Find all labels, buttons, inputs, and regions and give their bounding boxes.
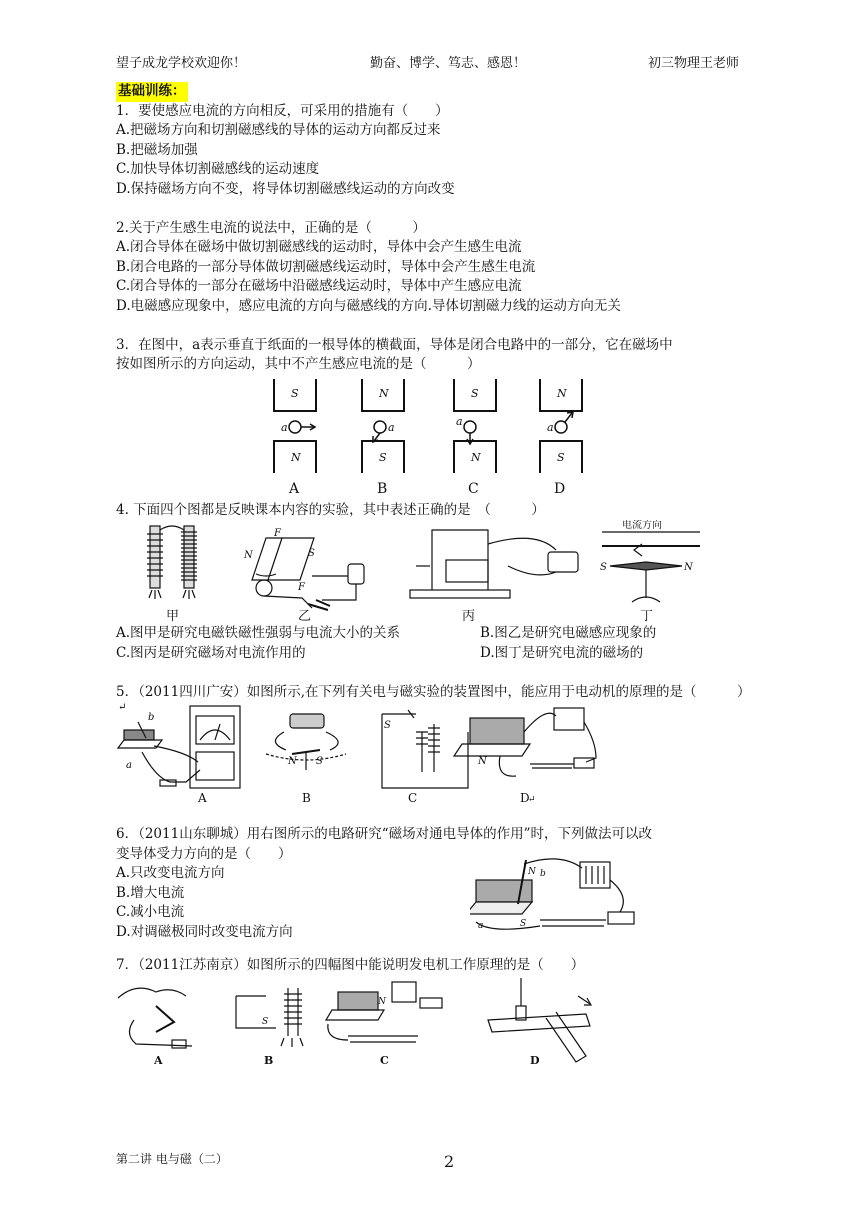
q3-d-conductor: a [547, 420, 554, 434]
q6-fig-a: a [478, 921, 484, 932]
q5-label-d-suffix: ↵ [528, 795, 536, 806]
q3-a-bottom-pole: N [291, 450, 301, 464]
q7-generator-diagram [116, 976, 756, 1066]
q2-stem: 2.关于产生感生电流的说法中，正确的是（ ） [116, 219, 426, 236]
q3-a-top-pole: S [291, 386, 299, 400]
q5-b-n: N [288, 756, 297, 768]
q6-fig-b: b [540, 869, 546, 880]
q7-label-c: C [380, 1053, 389, 1066]
q5-label-c: C [408, 791, 418, 806]
q2-option-d: D.电磁感应现象中，感应电流的方向与磁感线的方向.导体切割磁力线的运动方向无关 [116, 297, 621, 314]
q5-return-mark: ↵ [118, 702, 127, 714]
q6-option-d: D.对调磁极同时改变电流方向 [116, 924, 293, 941]
q1-option-b: B.把磁场加强 [116, 141, 198, 158]
q3-c-top-pole: S [471, 386, 479, 400]
q5-stem: 5．（2011四川广安）如图所示,在下列有关电与磁实验的装置图中，能应用于电动机的原理的是（ ） [116, 683, 751, 700]
q2-option-a: A.闭合导体在磁场中做切割磁感线的运动时，导体中会产生感生电流 [116, 239, 522, 256]
q7-b-s: S [262, 1016, 269, 1027]
q2-option-b: B.闭合电路的一部分导体做切割磁感线运动时，导体中会产生感生电流 [116, 258, 536, 275]
section-title: 基础训练： [116, 82, 188, 102]
q4-experiment-diagram [116, 520, 756, 624]
q1-stem: 1．要使感应电流的方向相反，可采用的措施有（ ） [116, 102, 449, 119]
q7-c-n: N [378, 996, 386, 1007]
q3-line2: 按如图所示的方向运动，其中不产生感应电流的是（ ） [116, 356, 481, 373]
q4-ding-n: N [684, 562, 693, 574]
q4-label-jia: 甲 [166, 609, 180, 625]
q4-yi-n: N [244, 550, 253, 562]
q5-figure [116, 702, 756, 806]
q3-figure [116, 375, 756, 501]
q6-options [116, 864, 293, 942]
q4-figure [116, 520, 756, 624]
q4-label-bing: 丙 [462, 609, 476, 625]
q5-c-s: S [384, 720, 391, 732]
q7-label-d: D [530, 1053, 540, 1066]
q1-option-c: C.加快导体切割磁感线的运动速度 [116, 161, 320, 178]
q1-option-a: A.把磁场方向和切割磁感线的导体的运动方向都反过来 [116, 122, 441, 139]
q4-options-row1 [116, 624, 756, 644]
q6-option-c: C.减小电流 [116, 904, 185, 921]
q3-c-conductor: a [456, 414, 463, 428]
q3-label-d: D [554, 480, 566, 497]
q5-label-d: D [520, 791, 530, 806]
q3-magnet-diagram [116, 375, 756, 501]
q7-label-b: B [264, 1053, 274, 1066]
q5-a-a: a [126, 760, 132, 772]
q7-figure [116, 976, 756, 1066]
q3-a-conductor: a [281, 420, 288, 434]
q7-stem: 7．（2011江苏南京）如图所示的四幅图中能说明发电机工作原理的是（ ） [116, 957, 585, 974]
q4-option-b: B.图乙是研究电磁感应现象的 [480, 625, 657, 642]
q6-line2: 变导体受力方向的是（ ） [116, 845, 292, 862]
q4-label-ding: 丁 [640, 609, 654, 625]
q3-label-c: C [468, 480, 479, 497]
q3-b-conductor: a [388, 420, 395, 434]
header-school: 望子成龙学校欢迎你！ [116, 56, 247, 71]
footer-lesson: 第二讲 电与磁（二） [116, 1152, 228, 1166]
q3-c-bottom-pole: N [471, 450, 481, 464]
q2-option-c: C.闭合导体的一部分在磁场中沿磁感线运动时，导体中产生感应电流 [116, 278, 522, 295]
q3-b-top-pole: N [379, 386, 389, 400]
q6-option-b: B.增大电流 [116, 884, 185, 901]
q4-label-yi: 乙 [298, 609, 312, 625]
q4-stem: 4. 下面四个图都是反映课本内容的实验，其中表述正确的是 （ ） [116, 501, 545, 518]
q7-label-a: A [154, 1053, 163, 1066]
header-motto: 勤奋、博学、笃志、感恩！ [370, 56, 527, 71]
q4-options-row2 [116, 644, 756, 664]
q3-b-bottom-pole: S [379, 450, 387, 464]
q4-jia-electromagnets [147, 526, 197, 599]
q4-yi-f1: F [274, 528, 281, 540]
q4-bing-apparatus [410, 530, 578, 598]
q5-label-b: B [302, 791, 311, 806]
q4-ding-current-label: 电流方向 [622, 520, 662, 532]
q6-figure [470, 856, 640, 955]
q1-option-d: D.保持磁场方向不变，将导体切割磁感线运动的方向改变 [116, 180, 455, 197]
q4-option-c: C.图丙是研究磁场对电流作用的 [116, 644, 306, 661]
q5-apparatus-diagram [116, 702, 756, 806]
q5-b-s: S [316, 756, 323, 768]
q6-fig-s: S [520, 919, 527, 930]
header-teacher: 初三物理王老师 [648, 56, 740, 71]
q3-d-top-pole: N [557, 386, 567, 400]
q5-a-b: b [148, 712, 155, 724]
q4-yi-f2: F [298, 582, 305, 594]
q4-option-d: D.图丁是研究电流的磁场的 [480, 644, 644, 661]
q4-option-a: A.图甲是研究电磁铁磁性强弱与电流大小的关系 [116, 625, 401, 642]
q3-label-a: A [289, 480, 300, 497]
q5-label-a: A [198, 791, 207, 806]
q6-body [116, 864, 756, 942]
q4-ding-s: S [600, 562, 607, 574]
q3-label-b: B [377, 480, 388, 497]
q6-line1: 6．（2011山东聊城）用右图所示的电路研究“磁场对通电导体的作用”时，下列做法可以改 [116, 826, 652, 843]
q6-fig-n: N [528, 867, 536, 878]
page-number: 2 [444, 1152, 455, 1171]
q3-d-bottom-pole: S [557, 450, 565, 464]
q6-option-a: A.只改变电流方向 [116, 865, 225, 882]
q6-circuit-diagram [470, 856, 640, 948]
q5-d-n: N [478, 756, 487, 768]
q3-line1: 3．在图中，a表示垂直于纸面的一根导体的横截面，导体是闭合电路中的一部分，它在磁场中 [116, 336, 673, 353]
question-content [116, 82, 756, 1066]
q4-yi-s: S [308, 548, 315, 560]
